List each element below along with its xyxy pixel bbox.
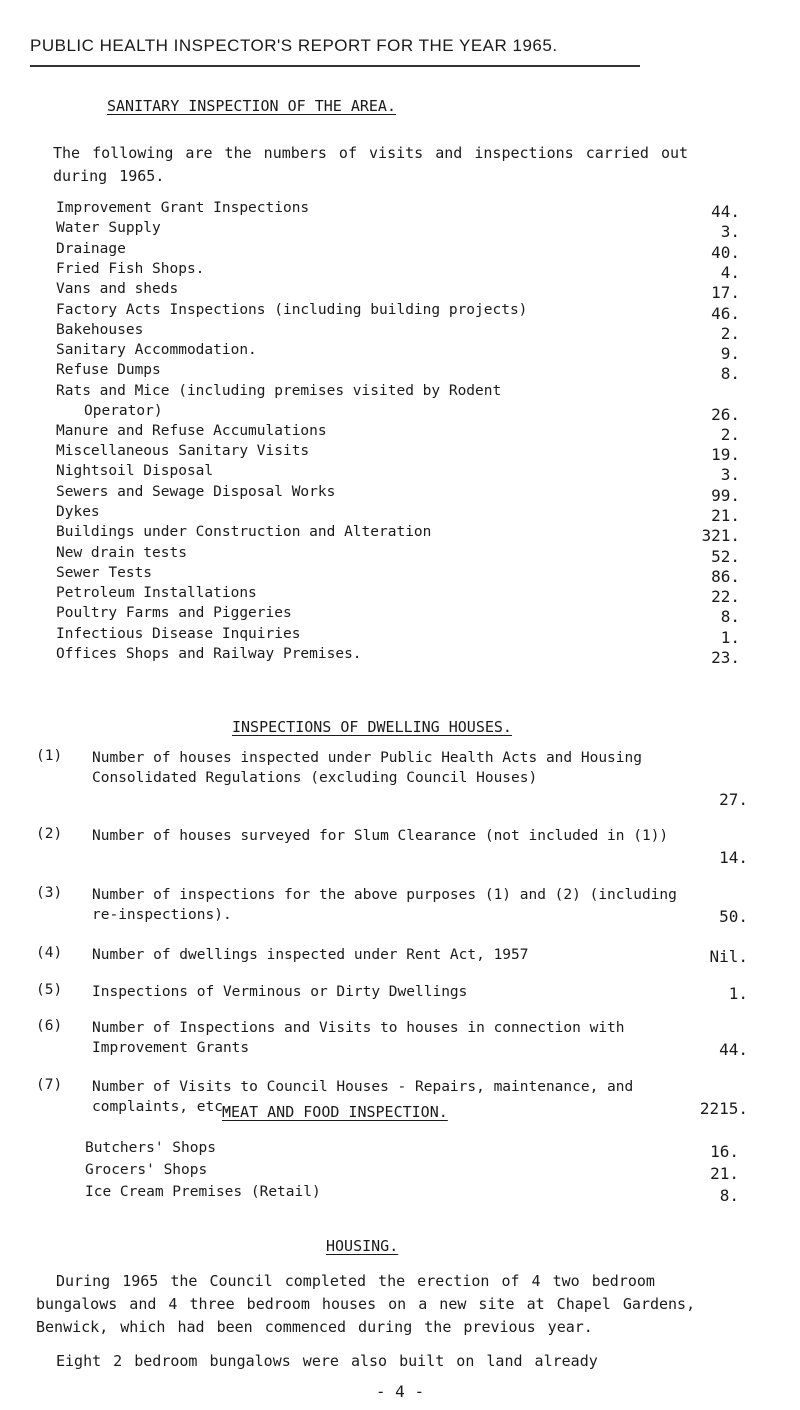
item-number: (2) <box>36 826 63 842</box>
inspection-row <box>56 463 740 485</box>
inspection-label: Bakehouses <box>56 321 144 338</box>
inspection-row <box>56 504 740 526</box>
inspection-row <box>56 261 740 283</box>
item-description: Number of houses surveyed for Slum Clearance (not included in (1)) <box>92 828 669 844</box>
food-inspection-row <box>85 1162 739 1184</box>
inspection-row <box>56 383 740 405</box>
inspection-label: Nightsoil Disposal <box>56 463 214 480</box>
inspection-row <box>56 423 740 445</box>
inspection-label: Dykes <box>56 503 100 520</box>
inspection-count: 86. <box>711 566 740 586</box>
premises-count: 16. <box>710 1142 739 1161</box>
inspection-label-continued: Operator) <box>84 402 163 419</box>
item-description: Inspections of Verminous or Dirty Dwellings <box>92 984 468 1000</box>
inspection-row <box>56 646 740 668</box>
food-inspection-row <box>85 1140 739 1162</box>
premises-label: Grocers' Shops <box>85 1162 208 1178</box>
inspection-label: Sewers and Sewage Disposal Works <box>56 483 336 500</box>
inspection-row-continued <box>56 403 740 425</box>
inspection-row <box>56 241 740 263</box>
item-number: (1) <box>36 748 63 764</box>
item-count: 44. <box>719 1040 748 1059</box>
intro-paragraph: The following are the numbers of visits and inspections carried out during 1965. <box>53 144 689 185</box>
item-description: Number of Visits to Council Houses - Repairs, maintenance, and complaints, etc. <box>92 1079 634 1115</box>
inspection-count: 22. <box>711 587 740 607</box>
inspection-count: 40. <box>711 242 740 262</box>
item-count: 50. <box>719 907 748 926</box>
inspection-label: Sanitary Accommodation. <box>56 342 257 359</box>
item-description: Number of Inspections and Visits to houses in connection with Improvement Grants <box>92 1020 625 1056</box>
inspection-row <box>56 322 740 344</box>
inspection-label: Factory Acts Inspections (including building projects) <box>56 301 528 318</box>
inspection-count: 46. <box>711 303 740 323</box>
inspection-label: Petroleum Installations <box>56 585 257 602</box>
inspection-label: Refuse Dumps <box>56 362 161 379</box>
inspection-count: 17. <box>711 283 740 303</box>
inspection-label: New drain tests <box>56 544 187 561</box>
inspection-row <box>56 605 740 627</box>
inspection-row <box>56 626 740 648</box>
inspection-label: Poultry Farms and Piggeries <box>56 605 292 622</box>
item-description: Number of inspections for the above purposes (1) and (2) (including re-inspections). <box>92 887 677 923</box>
inspection-count: 321. <box>701 526 740 546</box>
premises-count: 8. <box>719 1186 739 1205</box>
inspection-label: Drainage <box>56 240 126 257</box>
inspection-row <box>56 200 740 222</box>
item-number: (6) <box>36 1018 63 1034</box>
inspection-count: 3. <box>720 222 740 242</box>
inspection-count: 19. <box>711 445 740 464</box>
inspection-count: 9. <box>720 344 740 364</box>
report-header: PUBLIC HEALTH INSPECTOR'S REPORT FOR THE YEAR 1965. <box>30 36 558 55</box>
item-count: 27. <box>719 790 748 809</box>
dwelling-houses-heading: INSPECTIONS OF DWELLING HOUSES. <box>232 718 512 736</box>
item-description: Number of houses inspected under Public Health Acts and Housing Consolidated Regulations (excluding Council Houses) <box>92 750 642 786</box>
inspection-count: 23. <box>711 648 740 667</box>
inspection-label: Water Supply <box>56 220 161 237</box>
inspection-count: 1. <box>720 627 740 647</box>
item-count: 1. <box>728 984 748 1003</box>
item-number: (7) <box>36 1077 63 1093</box>
inspection-count: 21. <box>711 505 740 525</box>
premises-label: Butchers' Shops <box>85 1140 216 1156</box>
inspection-label: Improvement Grant Inspections <box>56 200 310 216</box>
inspection-row <box>56 545 740 567</box>
inspection-count: 52. <box>711 546 740 566</box>
inspection-row <box>56 220 740 242</box>
inspection-count: 3. <box>720 465 740 485</box>
item-count: 2215. <box>699 1099 748 1118</box>
inspection-count: 8. <box>720 364 740 384</box>
inspection-row <box>56 484 740 506</box>
inspection-count: 99. <box>711 485 740 505</box>
item-description: Number of dwellings inspected under Rent Act, 1957 <box>92 947 529 963</box>
item-number: (5) <box>36 982 63 998</box>
inspection-label: Offices Shops and Railway Premises. <box>56 646 362 662</box>
housing-paragraph-continued: Eight 2 bedroom bungalows were also built on land already <box>56 1352 598 1370</box>
inspection-label: Infectious Disease Inquiries <box>56 625 301 642</box>
inspection-row <box>56 565 740 587</box>
housing-paragraph: During 1965 the Council completed the erection of 4 two bedroom bungalows and 4 three bedroom houses on a new site at Chapel Gardens, Benwick, which had been commenced during the previous year. <box>36 1272 696 1336</box>
premises-label: Ice Cream Premises (Retail) <box>85 1184 321 1200</box>
inspection-label: Sewer Tests <box>56 564 153 581</box>
inspection-count: 26. <box>711 404 740 424</box>
inspection-row <box>56 362 740 384</box>
sanitary-inspection-heading: SANITARY INSPECTION OF THE AREA. <box>107 97 396 115</box>
inspection-label: Rats and Mice (including premises visited by Rodent <box>56 382 502 399</box>
inspection-label: Fried Fish Shops. <box>56 260 205 277</box>
inspection-count: 2. <box>720 323 740 343</box>
food-inspection-row <box>85 1184 739 1206</box>
inspection-row <box>56 443 740 465</box>
item-count: 14. <box>719 848 748 867</box>
inspection-row <box>56 585 740 607</box>
inspection-row <box>56 524 740 546</box>
premises-count: 21. <box>710 1164 739 1183</box>
item-number: (3) <box>36 885 63 901</box>
meat-food-heading: MEAT AND FOOD INSPECTION. <box>222 1103 448 1121</box>
page-number: - 4 - <box>375 1382 425 1401</box>
inspection-count: 8. <box>720 607 740 627</box>
housing-heading: HOUSING. <box>326 1237 399 1255</box>
inspection-label: Miscellaneous Sanitary Visits <box>56 443 310 459</box>
inspection-label: Manure and Refuse Accumulations <box>56 422 327 439</box>
inspection-row <box>56 302 740 324</box>
inspection-label: Buildings under Construction and Alteration <box>56 524 432 541</box>
inspection-row <box>56 342 740 364</box>
inspection-count: 44. <box>711 202 740 221</box>
inspection-count: 4. <box>720 262 740 282</box>
inspection-row <box>56 281 740 303</box>
header-rule <box>30 65 640 67</box>
inspection-label: Vans and sheds <box>56 281 179 298</box>
item-count: Nil. <box>709 947 748 966</box>
item-number: (4) <box>36 945 63 961</box>
inspection-count: 2. <box>720 424 740 444</box>
